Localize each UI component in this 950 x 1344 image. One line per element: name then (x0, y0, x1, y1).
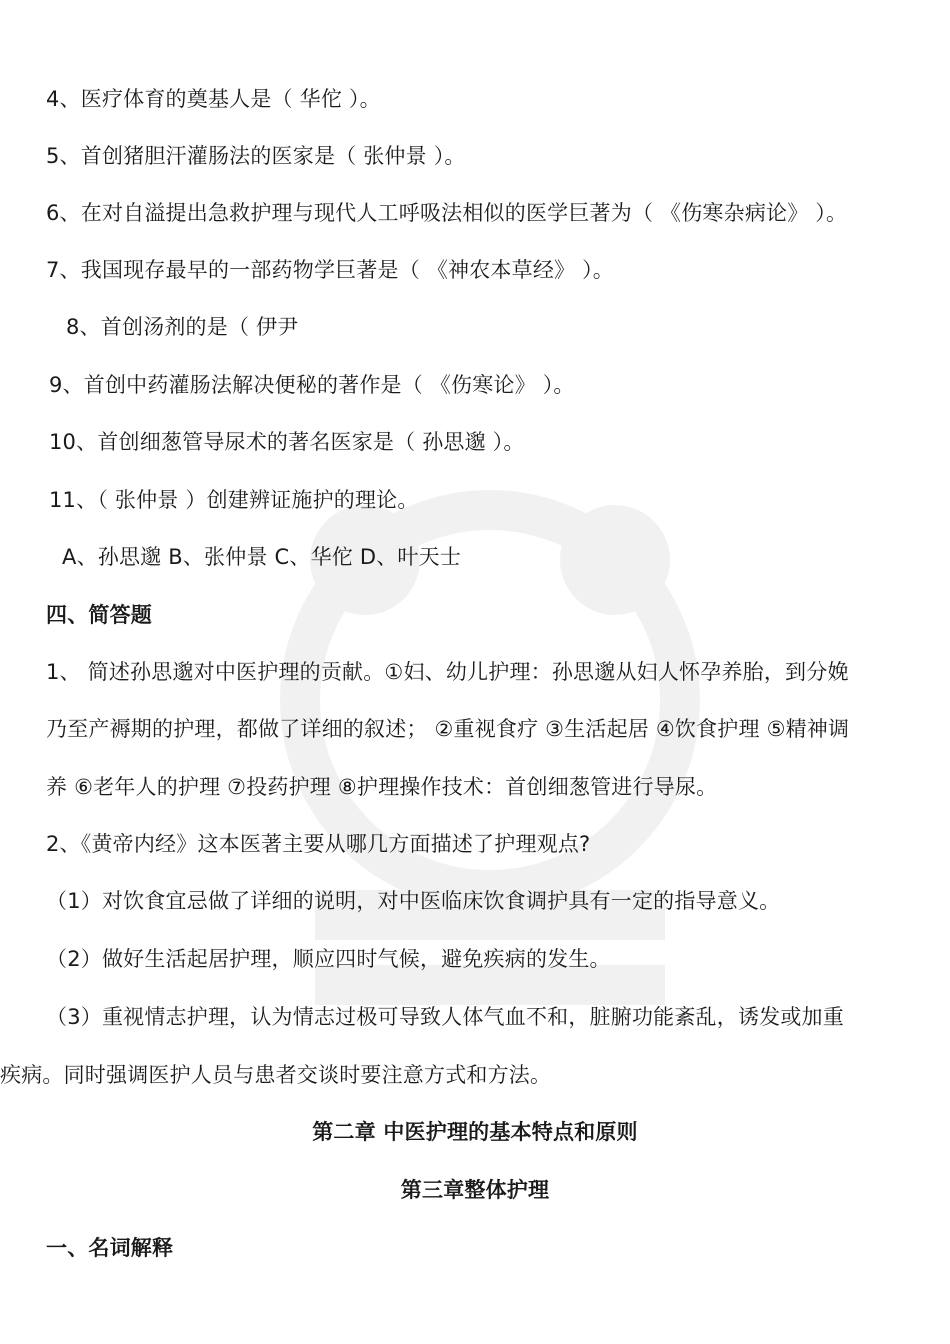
fill-blank-7: 7、我国现存最早的一部药物学巨著是（ 《神农本草经》 ）。 (46, 258, 615, 282)
q2-answer-3-line-1: （3）重视情志护理，认为情志过极可导致人体气血不和，脏腑功能紊乱，诱发或加重 (46, 1005, 844, 1029)
section-4-title: 四、简答题 (46, 603, 152, 627)
q2-answer-1: （1）对饮食宜忌做了详细的说明，对中医临床饮食调护具有一定的指导意义。 (46, 889, 781, 913)
fill-blank-9: 9、首创中药灌肠法解决便秘的著作是（ 《伤寒论》 ）。 (49, 373, 575, 397)
chapter-3-title: 第三章整体护理 (400, 1178, 550, 1202)
chapter-2-title: 第二章 中医护理的基本特点和原则 (312, 1120, 638, 1144)
fill-blank-11-options: A、孙思邈 B、张仲景 C、华佗 D、叶天士 (62, 545, 462, 569)
q1-line-3: 养 ⑥老年人的护理 ⑦投药护理 ⑧护理操作技术：首创细葱管进行导尿。 (46, 775, 718, 799)
q1-line-1: 1、 简述孙思邈对中医护理的贡献。①妇、幼儿护理：孙思邈从妇人怀孕养胎，到分娩 (46, 660, 849, 684)
fill-blank-4: 4、医疗体育的奠基人是（ 华佗 ）。 (46, 87, 381, 111)
fill-blank-10: 10、首创细葱管导尿术的著名医家是（ 孙思邈 ）。 (49, 430, 525, 454)
fill-blank-6: 6、在对自溢提出急救护理与现代人工呼吸法相似的医学巨著为（ 《伤寒杂病论》 ）。 (46, 201, 848, 225)
q2-question: 2、《黄帝内经》这本医著主要从哪几方面描述了护理观点? (46, 832, 591, 856)
q2-answer-3-line-2: 疾病。同时强调医护人员与患者交谈时要注意方式和方法。 (0, 1063, 552, 1087)
fill-blank-11: 11、（ 张仲景 ）创建辨证施护的理论。 (49, 488, 419, 512)
section-1-title: 一、名词解释 (46, 1236, 174, 1260)
q1-line-2: 乃至产褥期的护理，都做了详细的叙述； ②重视食疗 ③生活起居 ④饮食护理 ⑤精神调 (46, 717, 850, 741)
q2-answer-2: （2）做好生活起居护理，顺应四时气候，避免疾病的发生。 (46, 947, 611, 971)
fill-blank-8: 8、首创汤剂的是（ 伊尹 (66, 315, 299, 339)
fill-blank-5: 5、首创猪胆汗灌肠法的医家是（ 张仲景 ）。 (46, 144, 466, 168)
